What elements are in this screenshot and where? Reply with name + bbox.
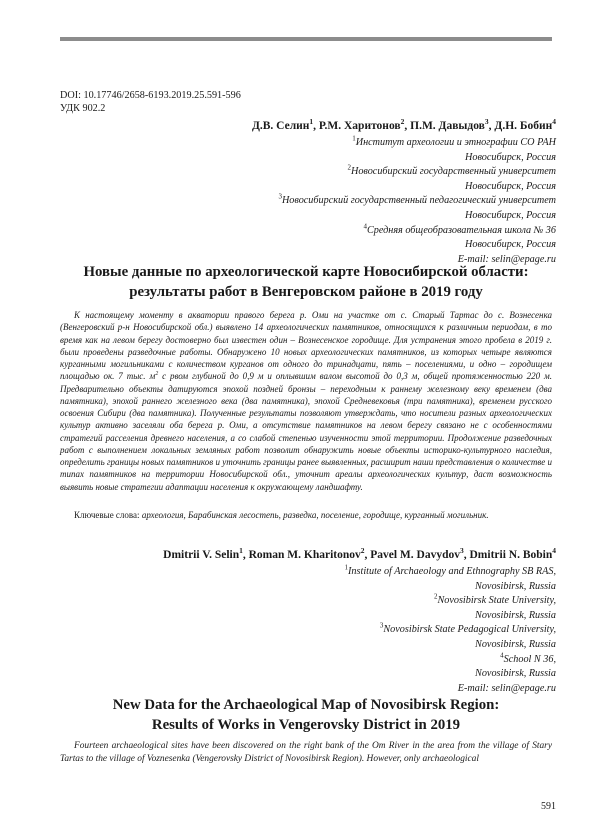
author-sup: 3 (460, 546, 464, 556)
author-name: Roman M. Kharitonov (248, 549, 361, 561)
author-name: Д.В. Селин (251, 120, 310, 132)
article-title-en (60, 695, 552, 735)
affiliation-org: $^3$Новосибирский государственный педагогический университет (278, 192, 556, 207)
authors-ru: Д.В. Селин$^1$, Р.М. Харитонов$^2$, П.М. Давыдов$^3$, Д.Н. Бобин$^4$ (251, 117, 556, 132)
article-title-ru (60, 262, 552, 302)
affiliation-org: $^2$Новосибирский государственный университет (347, 163, 556, 178)
authors-en: Dmitrii V. Selin$^1$, Roman M. Kharitonov$^2$, Pavel M. Davydov$^3$, Dmitrii N. Bobin$^4$ (163, 546, 556, 561)
author-sup: 4 (552, 546, 556, 556)
udk: УДК 902.2 (60, 103, 106, 114)
author-name: Dmitrii V. Selin (163, 549, 240, 561)
email[interactable]: E-mail: selin@epage.ru (457, 253, 556, 265)
author-name: Р.М. Харитонов (318, 120, 401, 132)
keywords-label: Ключевые слова: (74, 510, 140, 520)
affiliation-city: Novosibirsk, Russia (475, 609, 556, 621)
abstract-en: Fourteen archaeological sites have been discovered on the right bank of the Om River in the area from the village of Stary Tartas to the village of Voznesenka (Vengerovsky District of Novosibirsk Region). However, only archaeological (60, 741, 552, 764)
affiliation-city: Новосибирск, Россия (465, 151, 556, 163)
affiliation-org: $^4$School N 36, (500, 651, 556, 665)
affiliation-org: $^1$Институт археологии и этнографии СО РАН (352, 134, 556, 148)
affiliation-city: Novosibirsk, Russia (475, 638, 556, 650)
author-sup: 1 (239, 546, 243, 556)
title-line: New Data for the Archaeological Map of Novosibirsk Region: (112, 697, 500, 713)
author-sup: 4 (552, 117, 556, 127)
author-name: П.М. Давыдов (410, 120, 485, 132)
affiliation-org: $^4$Средняя общеобразовательная школа № 36 (363, 222, 556, 236)
affiliation-org: $^1$Institute of Archaeology and Ethnography SB RAS, (344, 563, 556, 577)
top-rule (60, 37, 552, 41)
affiliation-org: $^3$Novosibirsk State Pedagogical University, (379, 621, 556, 636)
affiliation-city: Novosibirsk, Russia (475, 668, 556, 680)
keywords-values: археология, Барабинская лесостепь, разведка, поселение, городище, курганный могильник. (141, 510, 489, 520)
page-number: 591 (541, 801, 556, 812)
article-meta (60, 89, 241, 115)
affiliation-city: Новосибирск, Россия (465, 209, 556, 221)
abstract-ru: К настоящему моменту в акватории правого берега р. Оми на участке от с. Старый Тартас до с. Вознесенка (Венгеровский р-н Новосибирской обл.) выявлено 14 археологических памятников, относящихся к различным периодам, в то время как на левом берегу достоверно был известен один – Вознесенское городище. Для устранения этого пробела в 2019 г. были проведены разведочные работы. Обнаружено 10 новых археологических памятников, из которых четыре являются курганными могильниками с количеством курганов от одного до тринадцати, пять – поселениями, и одно – городищем площадью ок. 7 тыс. $м^2$ с рвом глубиной до 0,9 м и оплывшим валом высотой до 0,3 м, общей протяженностью 220 м. Предварительно объекты датируются эпохой поздней бронзы – переходным к раннему железному веку временем (два памятника), эпохой раннего железного века (два памятника), эпохой Средневековья (три памятника), временем русского освоения Сибири (два памятника). Полученные результаты позволяют утверждать, что носители разных археологических культур активно заселяли оба берега р. Оми, а отсутствие памятников на левом берегу связано не с особенностями стратегий расселения древнего населения, а со слабой степенью изученности этой территории. Продолжение разведочных работ с выполнением локальных земляных работ позволит обнаружить новые объекты историко-культурного наследия, определить границы новых памятников и уточнить границы ранее выявленных, расширит наши представления о количестве и типах памятников на территории Новосибирской обл., уточнит ареалы археологических культур, даст возможность выявить новые стратегии адаптации населения к окружающему ландшафту. (60, 310, 553, 492)
author-sup: 2 (400, 117, 405, 127)
affiliations-en (345, 565, 556, 696)
affiliation-city: Новосибирск, Россия (465, 180, 556, 192)
author-sup: 1 (309, 117, 314, 127)
email[interactable]: E-mail: selin@epage.ru (457, 682, 556, 694)
author-name: Dmitrii N. Bobin (469, 549, 553, 561)
title-line: результаты работ в Венгеровском районе в 2019 году (129, 284, 483, 300)
author-name: Pavel M. Davydov (370, 549, 460, 561)
affiliation-org: $^2$Novosibirsk State University, (433, 592, 556, 607)
affiliations-ru (278, 136, 556, 267)
title-line: Results of Works in Vengerovsky District in 2019 (151, 717, 461, 733)
author-sup: 3 (484, 117, 489, 127)
affiliation-city: Novosibirsk, Russia (475, 580, 556, 592)
doi[interactable]: DOI: 10.17746/2658-6193.2019.25.591-596 (60, 90, 241, 101)
author-name: Д.Н. Бобин (494, 120, 553, 132)
affiliation-city: Новосибирск, Россия (465, 239, 556, 251)
author-sup: 2 (360, 546, 365, 556)
title-line: Новые данные по археологической карте Новосибирской области: (83, 264, 529, 280)
keywords-ru (74, 509, 552, 521)
